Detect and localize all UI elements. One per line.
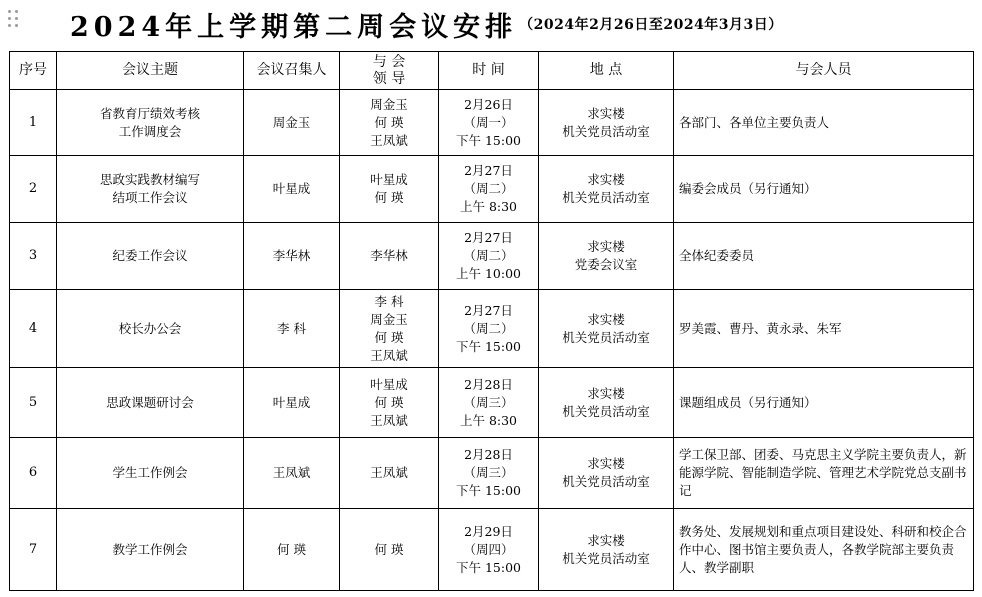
cell-time — [439, 438, 539, 509]
header-convener — [244, 52, 340, 90]
cell-number: 7 — [10, 509, 57, 591]
cell-number: 6 — [10, 438, 57, 509]
cell-topic — [57, 223, 244, 290]
time-line: （周三） — [463, 394, 514, 410]
leaders-line: 叶星成 — [370, 172, 408, 187]
cell-location — [539, 290, 674, 368]
leaders-line: 周金玉 — [370, 96, 408, 112]
leaders-line: 何 瑛 — [374, 394, 404, 410]
leaders-line: 李 科 — [374, 293, 404, 309]
table-row — [10, 223, 974, 290]
time-line: 2月27日 — [464, 302, 513, 318]
cell-location — [539, 156, 674, 223]
cell-number: 5 — [10, 368, 57, 438]
cell-number: 2 — [10, 156, 57, 223]
time-line: （周二） — [463, 320, 514, 336]
cell-convener: 叶星成 — [244, 368, 340, 438]
cell-attendees: 全体纪委委员 — [674, 223, 974, 290]
time-line: 2月27日 — [464, 230, 513, 245]
cell-convener: 李 科 — [244, 290, 340, 368]
location-line: 机关党员活动室 — [562, 474, 650, 489]
cell-convener: 何 瑛 — [244, 509, 340, 591]
header-label: 与 会 — [372, 53, 406, 70]
location-line: 党委会议室 — [574, 257, 638, 272]
location-line: 求实楼 — [587, 239, 625, 254]
time-line: （周四） — [463, 541, 514, 557]
topic-line: 思政课题研讨会 — [106, 394, 194, 410]
location-line: 机关党员活动室 — [562, 123, 650, 139]
header-label: 序号 — [19, 62, 47, 78]
table-row — [10, 290, 974, 368]
cell-topic — [57, 90, 244, 156]
table-row — [10, 156, 974, 223]
cell-location — [539, 223, 674, 290]
header-label: 与会人员 — [795, 62, 852, 78]
cell-convener: 叶星成 — [244, 156, 340, 223]
leaders-line: 何 瑛 — [374, 329, 404, 345]
location-line: 机关党员活动室 — [562, 190, 650, 205]
cell-attendees: 课题组成员（另行通知） — [674, 368, 974, 438]
time-line: 2月26日 — [464, 96, 513, 112]
cell-topic — [57, 368, 244, 438]
cell-attendees: 编委会成员（另行通知） — [674, 156, 974, 223]
location-line: 机关党员活动室 — [562, 550, 650, 566]
leaders-line: 何 瑛 — [374, 190, 404, 205]
time-line: 上午 8:30 — [459, 412, 518, 428]
time-line: （周一） — [463, 114, 514, 130]
topic-line: 思政实践教材编写 — [99, 172, 200, 187]
meeting-schedule-table — [9, 51, 974, 591]
leaders-line: 王凤斌 — [370, 347, 408, 363]
leaders-line: 周金玉 — [370, 311, 408, 327]
time-line: 2月29日 — [464, 523, 513, 539]
leaders-line: 李华林 — [370, 248, 408, 263]
cell-location — [539, 90, 674, 156]
cell-number: 3 — [10, 223, 57, 290]
time-line: 下午 15:00 — [456, 559, 521, 575]
drag-handle-icon[interactable] — [8, 10, 20, 28]
leaders-line: 王凤斌 — [370, 412, 408, 428]
location-line: 求实楼 — [587, 172, 625, 187]
header-label: 领 导 — [372, 70, 406, 87]
cell-convener: 周金玉 — [244, 90, 340, 156]
cell-attendees: 罗美霞、曹丹、黄永录、朱军 — [674, 290, 974, 368]
header-time — [439, 52, 539, 90]
topic-line: 学生工作例会 — [112, 465, 188, 480]
table-row — [10, 438, 974, 509]
table-row — [10, 368, 974, 438]
time-line: （周三） — [463, 465, 514, 480]
topic-line: 纪委工作会议 — [112, 248, 188, 263]
header-topic — [57, 52, 244, 90]
location-line: 机关党员活动室 — [562, 403, 650, 419]
cell-time — [439, 509, 539, 591]
time-line: （周二） — [463, 248, 514, 263]
header-label: 时 间 — [472, 62, 505, 78]
cell-leaders — [340, 368, 439, 438]
document-header — [70, 4, 783, 44]
time-line: 下午 15:00 — [456, 483, 521, 498]
cell-topic — [57, 438, 244, 509]
location-line: 求实楼 — [587, 311, 625, 327]
time-line: 下午 15:00 — [456, 132, 521, 148]
cell-leaders — [340, 438, 439, 509]
topic-line: 教学工作例会 — [112, 541, 188, 557]
header-no — [10, 52, 57, 90]
cell-leaders — [340, 90, 439, 156]
document-subtitle: （2024年2月26日至2024年3月3日） — [519, 17, 783, 33]
topic-line: 省教育厅绩效考核 — [99, 105, 200, 121]
cell-attendees: 教务处、发展规划和重点项目建设处、科研和校企合作中心、图书馆主要负责人，各教学院部主要负责人、教学副职 — [674, 509, 974, 591]
leaders-line: 叶星成 — [370, 376, 408, 392]
topic-line: 工作调度会 — [118, 123, 182, 139]
cell-time — [439, 90, 539, 156]
time-line: 2月28日 — [464, 376, 513, 392]
cell-topic — [57, 509, 244, 591]
cell-leaders — [340, 509, 439, 591]
cell-time — [439, 290, 539, 368]
cell-leaders — [340, 290, 439, 368]
header-attendees — [674, 52, 974, 90]
cell-attendees: 学工保卫部、团委、马克思主义学院主要负责人，新能源学院、智能制造学院、管理艺术学院党总支副书记 — [674, 438, 974, 509]
time-line: 上午 8:30 — [459, 199, 518, 214]
cell-topic — [57, 156, 244, 223]
time-line: 2月27日 — [464, 163, 513, 178]
table-header-row — [10, 52, 974, 90]
cell-convener: 王凤斌 — [244, 438, 340, 509]
cell-number: 1 — [10, 90, 57, 156]
header-label: 地 点 — [589, 62, 623, 78]
cell-leaders — [340, 223, 439, 290]
location-line: 求实楼 — [587, 456, 625, 471]
location-line: 求实楼 — [587, 105, 625, 121]
leaders-line: 王凤斌 — [370, 465, 408, 480]
table-body — [10, 90, 974, 591]
header-label: 会议主题 — [122, 62, 178, 78]
header-label: 会议召集人 — [256, 62, 327, 78]
table-row — [10, 509, 974, 591]
cell-number: 4 — [10, 290, 57, 368]
location-line: 求实楼 — [587, 532, 625, 548]
header-location — [539, 52, 674, 90]
time-line: （周二） — [463, 181, 514, 196]
time-line: 2月28日 — [464, 447, 513, 462]
cell-time — [439, 156, 539, 223]
topic-line: 校长办公会 — [118, 320, 182, 336]
cell-topic — [57, 290, 244, 368]
cell-location — [539, 509, 674, 591]
cell-time — [439, 223, 539, 290]
cell-convener: 李华林 — [244, 223, 340, 290]
cell-location — [539, 438, 674, 509]
leaders-line: 王凤斌 — [370, 132, 408, 148]
leaders-line: 何 瑛 — [374, 541, 404, 557]
location-line: 机关党员活动室 — [562, 329, 650, 345]
leaders-line: 何 瑛 — [374, 114, 404, 130]
cell-location — [539, 368, 674, 438]
time-line: 上午 10:00 — [456, 266, 521, 281]
topic-line: 结项工作会议 — [112, 190, 188, 205]
cell-time — [439, 368, 539, 438]
cell-leaders — [340, 156, 439, 223]
header-leaders — [340, 52, 439, 90]
table-row — [10, 90, 974, 156]
time-line: 下午 15:00 — [456, 338, 521, 354]
location-line: 求实楼 — [587, 385, 625, 401]
cell-attendees: 各部门、各单位主要负责人 — [674, 90, 974, 156]
document-title: 2024年上学期第二周会议安排 — [70, 11, 518, 43]
